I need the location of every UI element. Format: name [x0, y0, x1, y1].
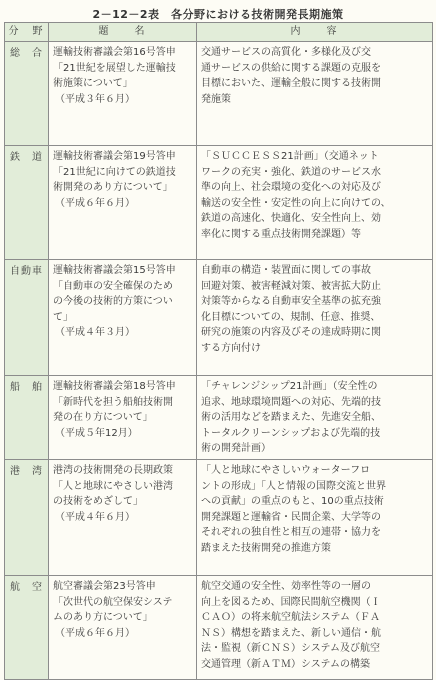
title-line: 「新時代を担う船舶技術開 [53, 396, 173, 408]
content-line: 向上を図るため、国際民間航空機関（Ｉ [201, 596, 381, 608]
content-line: 率化に関する重点技術開発課題）等 [201, 228, 361, 240]
content-line: 発施策 [201, 93, 231, 105]
content-line: 踏まえた技術開発の推進方策 [201, 542, 331, 554]
title-line: ムのあり方について」 [53, 612, 153, 623]
title-line: 「21世紀を展望した運輸技 [53, 62, 176, 74]
row-content [197, 460, 433, 576]
content-line: 航空交通の安全性、効率性等の一層の [201, 581, 371, 592]
title-line: 「自動車の安全確保のため [53, 280, 173, 292]
row-title [49, 146, 197, 260]
content-line: ントの形成」「人と情報の国際交流と世界 [201, 480, 386, 492]
row-category: 鉄 道 [5, 146, 49, 260]
content-line: 「ＳＵＣＣＥＳＳ21計画」（交通ネット [201, 151, 379, 162]
row-category: 航 空 [5, 576, 49, 680]
content-line: 交通管理（新ＡＴＭ）システムの構築 [201, 658, 370, 670]
content-line: 交通サービスの高質化・多様化及び交 [201, 47, 371, 58]
content-line: 通サービスの供給に関する課題の克服を [201, 62, 381, 74]
content-line: ワークの充実・強化、鉄道のサービス水 [201, 166, 381, 178]
row-content [197, 576, 433, 680]
content-line: 研究の施策の内容及びその達成時期に関 [201, 327, 381, 338]
header-content: 内 容 [197, 23, 433, 42]
title-line: 「次世代の航空保安システ [53, 596, 173, 608]
content-line: 輸送の安全性・安定性の向上に向けての、 [201, 197, 391, 209]
row-title [49, 260, 197, 376]
content-line: 開発課題と運輸省・民間企業、大学等の [201, 511, 381, 523]
title-line: 術施策について」 [53, 78, 133, 89]
row-title [49, 376, 197, 460]
content-line: ＮＳ）構想を踏まえた、新しい通信・航 [201, 627, 381, 639]
header-name: 題 名 [49, 23, 197, 42]
row-category: 船 舶 [5, 376, 49, 460]
policy-table [4, 22, 433, 680]
content-line: トータルクリーンシップおよび先端的技 [201, 427, 381, 439]
title-line: 運輸技術審議会第15号答申 [53, 265, 176, 276]
row-title [49, 460, 197, 576]
title-line: の今後の技術的方策につい [53, 296, 173, 307]
content-line: 準の向上、社会環境の変化への対応及び [201, 182, 381, 193]
content-line: 対策等からなる自動車安全基準の拡充強 [201, 296, 381, 307]
row-date: （平成４年６月） [55, 511, 135, 523]
table-row [5, 376, 433, 460]
title-line: 「人と地球にやさしい港湾 [53, 480, 173, 492]
title-line: 航空審議会第23号答申 [53, 581, 156, 592]
content-line: 追求、地球環境問題への対応、先端的技 [201, 396, 381, 408]
row-date: （平成６年６月） [55, 197, 135, 209]
row-title [49, 576, 197, 680]
content-line: 回避対策、被害軽減対策、被害拡大防止 [201, 280, 381, 292]
content-line: 鉄道の高速化、快適化、安全性向上、効 [201, 213, 381, 224]
content-line: 「チャレンジシップ21計画」（安全性の [201, 381, 378, 392]
content-line: 法・監視（新ＣＮＳ）システム及び航空 [201, 643, 380, 654]
content-line: 術の活用などを踏まえた、先進安全船、 [201, 412, 381, 423]
content-line: 自動車の構造・装置面に関しての事故 [201, 265, 371, 276]
table-row [5, 146, 433, 260]
content-line: 「人と地球にやさしいウォーターフロ [201, 465, 371, 476]
content-line: への貢献」の重点のもと、10の重点技術 [201, 496, 384, 507]
row-content [197, 146, 433, 260]
row-date: （平成４年３月） [55, 327, 135, 338]
table-row [5, 460, 433, 576]
row-date: （平成５年12月） [55, 427, 138, 439]
row-category: 自動車 [5, 260, 49, 376]
row-date: （平成３年６月） [55, 93, 135, 105]
header-row [5, 23, 433, 42]
table-row [5, 576, 433, 680]
title-line: 運輸技術審議会第16号答申 [53, 47, 176, 58]
table-body [5, 42, 433, 680]
table-row [5, 42, 433, 146]
content-line: 化目標についての、規制、任意、推奨、 [201, 311, 381, 323]
row-content [197, 376, 433, 460]
row-title [49, 42, 197, 146]
content-line: 目標においた、運輸全般に関する技術開 [201, 78, 381, 89]
content-line: 術の開発計画） [201, 443, 271, 454]
title-line: 術開発のあり方について」 [53, 182, 173, 193]
title-line: 港湾の技術開発の長期政策 [53, 465, 173, 476]
row-category: 港 湾 [5, 460, 49, 576]
title-line: の技術をめざして」 [53, 496, 143, 507]
row-date: （平成６年６月） [55, 627, 135, 639]
row-content [197, 260, 433, 376]
title-line: 発の在り方について」 [53, 412, 153, 423]
title-line: 運輸技術審議会第19号答申 [53, 151, 176, 162]
table-row [5, 260, 433, 376]
content-line: する方向付け [201, 342, 261, 354]
content-line: ＣＡＯ）の将来航空航法システム（ＦＡ [201, 612, 380, 623]
title-line: て」 [53, 311, 73, 323]
table-title: 2－12－2表 各分野における技術開発長期施策 [92, 8, 344, 21]
row-category: 総 合 [5, 42, 49, 146]
content-line: それぞれの独自性と相互の連帯・協力を [201, 527, 381, 538]
title-line: 「21世紀に向けての鉄道技 [53, 166, 176, 178]
title-line: 運輸技術審議会第18号答申 [53, 381, 176, 392]
header-category: 分 野 [5, 23, 49, 42]
row-content [197, 42, 433, 146]
